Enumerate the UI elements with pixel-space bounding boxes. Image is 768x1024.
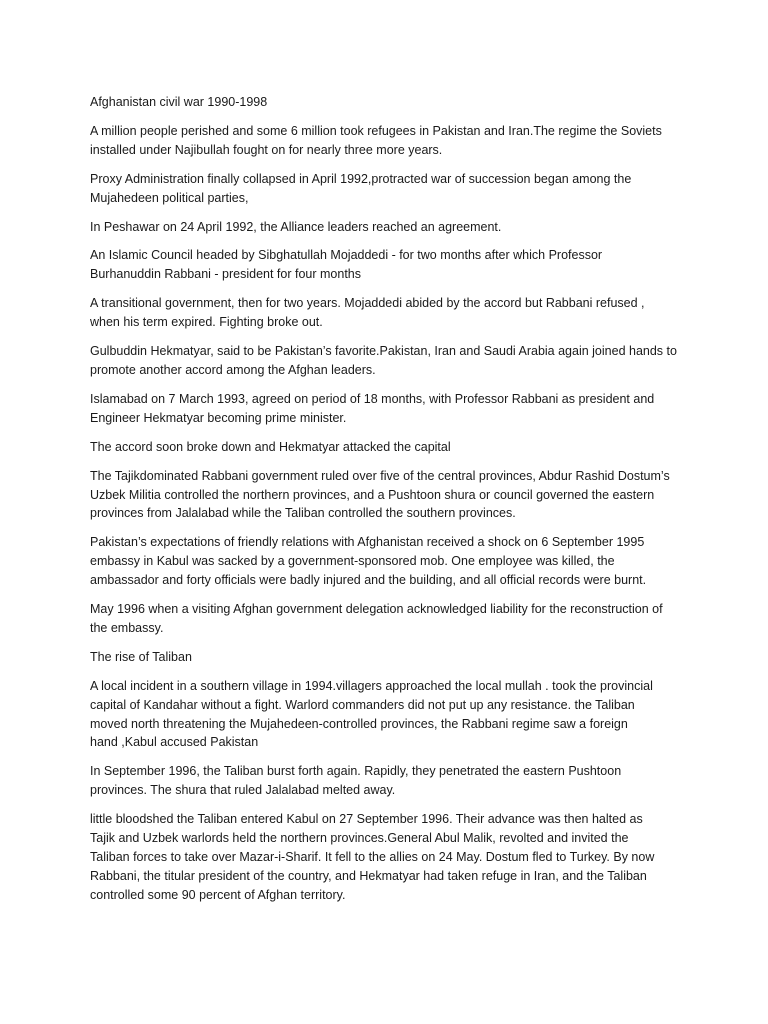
- paragraph-september-1996: In September 1996, the Taliban burst forth again. Rapidly, they penetrated the eastern Pushtoon provinces. The shura that ruled Jalalabad melted away.: [90, 764, 622, 798]
- paragraph-islamabad: Islamabad on 7 March 1993, agreed on period of 18 months, with Professor Rabbani as president and Engineer Hekmatyar becoming prime minister.: [90, 391, 655, 425]
- paragraph-proxy-administration: Proxy Administration finally collapsed in April 1992,protracted war of succession began among the Mujahedeen political parties,: [90, 171, 632, 205]
- section-heading-rise-of-taliban: The rise of Taliban: [90, 649, 192, 664]
- paragraph-kabul-entered: little bloodshed the Taliban entered Kabul on 27 September 1996. Their advance was then halted as Tajik and Uzbek warlords held the northern provinces.General Abul Malik, revolted and invited the Taliban forces to take over Mazar-i-Sharif. It fell to the allies on 24 May. Dostum fled to Turkey. By now Rabbani, the titular president of the country, and Hekmatyar had taken refuge in Iran, and the Taliban controlled some 90 percent of Afghan territory.: [90, 812, 655, 902]
- paragraph-hekmatyar: Gulbuddin Hekmatyar, said to be Pakistan’s favorite.Pakistan, Iran and Saudi Arabia again joined hands to promote another accord among the Afghan leaders.: [90, 344, 677, 377]
- paragraph-local-incident: A local incident in a southern village in 1994.villagers approached the local mullah . took the provincial capital of Kandahar without a fight. Warlord commanders did not put up any resistance. the Taliban moved north threatening the Mujahedeen-controlled provinces, the Rabbani regime saw a foreign hand ,Kabul accused Pakistan: [90, 678, 653, 750]
- paragraph-embassy-sacked: Pakistan’s expectations of friendly relations with Afghanistan received a shock on 6 September 1995 embassy in Kabul was sacked by a government-sponsored mob. One employee was killed, the ambassador and forty officials were badly injured and the building, and all official records were burnt.: [90, 535, 647, 588]
- paragraph-reconstruction: May 1996 when a visiting Afghan government delegation acknowledged liability for the reconstruction of the embassy.: [90, 602, 663, 635]
- document-page: [90, 93, 690, 915]
- document-title: Afghanistan civil war 1990-1998: [90, 95, 268, 109]
- paragraph-rabbani-government: The Tajikdominated Rabbani government ruled over five of the central provinces, Abdur Rashid Dostum’s Uzbek Militia controlled the northern provinces, and a Pushtoon shura or council governed the eastern provinces from Jalalabad while the Taliban controlled the southern provinces.: [90, 468, 670, 521]
- paragraph-islamic-council: An Islamic Council headed by Sibghatullah Mojaddedi - for two months after which Professor Burhanuddin Rabbani - president for four months: [90, 248, 603, 282]
- paragraph-accord-broke: The accord soon broke down and Hekmatyar attacked the capital: [90, 439, 451, 454]
- paragraph-transitional-government: A transitional government, then for two years. Mojaddedi abided by the accord but Rabbani refused , when his term expired. Fighting broke out.: [90, 296, 645, 330]
- paragraph-peshawar: In Peshawar on 24 April 1992, the Alliance leaders reached an agreement.: [90, 219, 502, 234]
- paragraph-refugees: A million people perished and some 6 million took refugees in Pakistan and Iran.The regime the Soviets installed under Najibullah fought on for nearly three more years.: [90, 123, 662, 157]
